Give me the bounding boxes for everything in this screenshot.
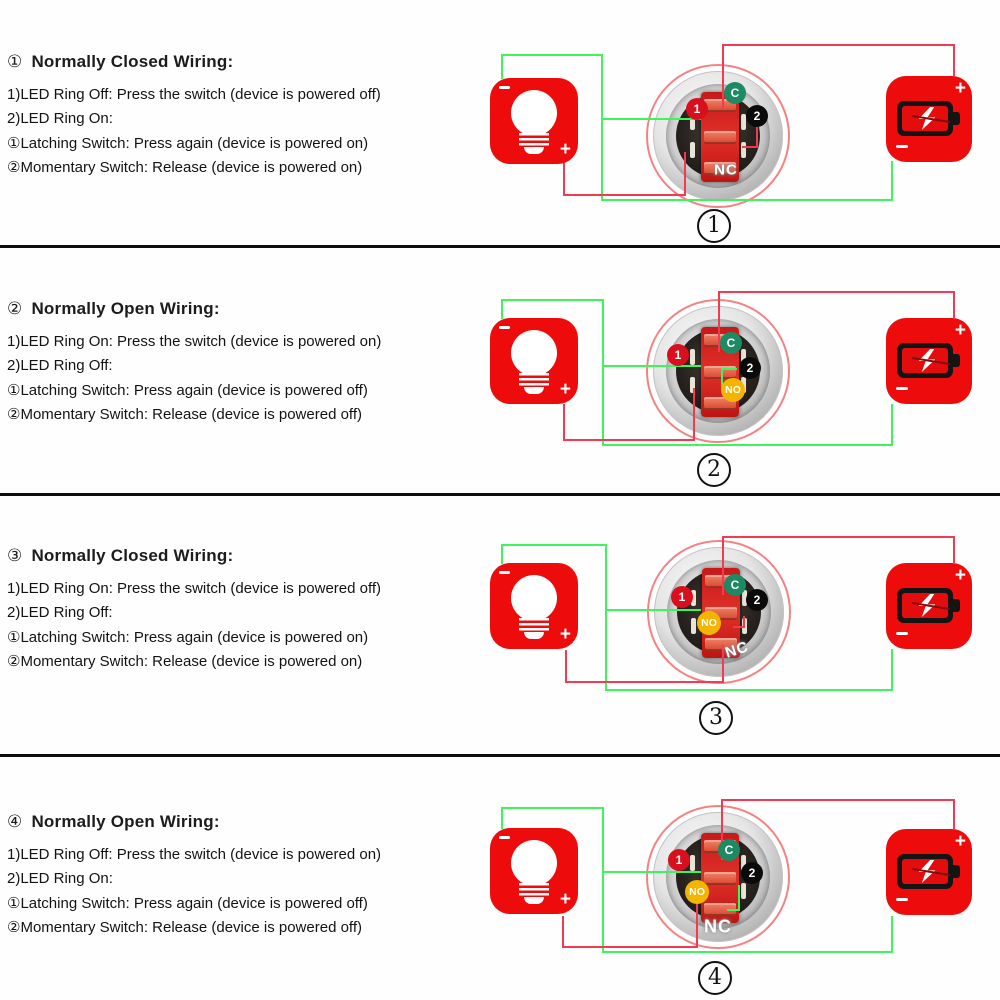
section-title: Normally Open Wiring: bbox=[31, 299, 220, 318]
instruction-line: 2)LED Ring Off: bbox=[7, 357, 113, 375]
terminal-badge-no: NO bbox=[721, 378, 745, 402]
figure-number-3: 3 bbox=[699, 701, 733, 735]
terminal-badge-1: 1 bbox=[686, 98, 708, 120]
section-title: Normally Closed Wiring: bbox=[31, 52, 234, 71]
instruction-line: ①Latching Switch: Press again (device is powered on) bbox=[7, 134, 369, 152]
plus-sign: + bbox=[559, 139, 571, 160]
terminal-slot bbox=[742, 618, 747, 634]
terminal-slot bbox=[690, 377, 695, 393]
instruction-line: ②Momentary Switch: Release (device is powered off) bbox=[7, 919, 362, 937]
screw-terminal bbox=[704, 903, 736, 916]
terminal-slot bbox=[741, 142, 746, 158]
instruction-line: 1)LED Ring On: Press the switch (device is powered on) bbox=[7, 333, 382, 350]
battery-terminal-nub bbox=[953, 112, 960, 125]
terminal-badge-1: 1 bbox=[668, 849, 690, 871]
terminal-badge-no: NO bbox=[685, 880, 709, 904]
plus-sign: + bbox=[559, 889, 571, 910]
section-heading bbox=[7, 546, 477, 567]
battery-terminal-nub bbox=[953, 599, 960, 612]
terminal-badge-2: 2 bbox=[746, 589, 768, 611]
terminal-slot bbox=[690, 142, 695, 158]
plus-sign: + bbox=[954, 320, 966, 341]
instruction-line: 2)LED Ring On: bbox=[7, 110, 113, 128]
bulb-glass bbox=[511, 575, 557, 621]
plus-sign: + bbox=[559, 624, 571, 645]
instruction-line: 1)LED Ring Off: Press the switch (device is powered on) bbox=[7, 846, 382, 863]
battery-terminal-nub bbox=[953, 865, 960, 878]
instruction-line: 1)LED Ring Off: Press the switch (device is powered off) bbox=[7, 86, 381, 103]
bulb-neck bbox=[519, 133, 549, 147]
terminal-slot bbox=[690, 855, 695, 871]
lamp-icon bbox=[490, 828, 578, 914]
plus-sign: + bbox=[954, 565, 966, 586]
bulb-neck bbox=[519, 883, 549, 897]
bulb-glass bbox=[511, 330, 557, 376]
bulb-neck bbox=[519, 373, 549, 387]
section-title: Normally Open Wiring: bbox=[31, 812, 220, 831]
terminal-badge-c: C bbox=[724, 82, 746, 104]
terminal-badge-c: C bbox=[720, 332, 742, 354]
terminal-badge-c: C bbox=[718, 839, 740, 861]
terminal-slot bbox=[741, 883, 746, 899]
instruction-line: ②Momentary Switch: Release (device is powered on) bbox=[7, 653, 363, 671]
figure-number-2: 2 bbox=[697, 453, 731, 487]
minus-sign bbox=[896, 145, 908, 149]
screw-terminal bbox=[704, 872, 736, 885]
bulb-tip bbox=[524, 632, 544, 639]
battery-icon bbox=[886, 563, 972, 649]
instructions-block-4 bbox=[7, 812, 477, 941]
bulb-glass bbox=[511, 90, 557, 136]
screw-terminal bbox=[704, 131, 736, 144]
bulb-glass bbox=[511, 840, 557, 886]
terminal-slot bbox=[690, 349, 695, 365]
instruction-line: ①Latching Switch: Press again (device is powered on) bbox=[7, 628, 369, 646]
lamp-icon bbox=[490, 318, 578, 404]
figure-number-1: 1 bbox=[697, 209, 731, 243]
figure-number-4: 4 bbox=[698, 961, 732, 995]
section-heading bbox=[7, 52, 477, 73]
terminal-badge-2: 2 bbox=[741, 862, 763, 884]
plus-sign: + bbox=[954, 78, 966, 99]
instruction-line: ①Latching Switch: Press again (device is powered off) bbox=[7, 894, 368, 912]
terminal-label-nc: NC bbox=[723, 638, 751, 662]
minus-sign bbox=[499, 86, 510, 89]
minus-sign bbox=[896, 898, 908, 902]
section-divider bbox=[0, 493, 1000, 496]
instructions-block-3 bbox=[7, 546, 477, 675]
section-number: ③ bbox=[7, 546, 23, 565]
terminal-badge-2: 2 bbox=[739, 357, 761, 379]
minus-sign bbox=[896, 632, 908, 636]
section-number: ② bbox=[7, 299, 23, 318]
instruction-line: ①Latching Switch: Press again (device is powered off) bbox=[7, 381, 368, 399]
section-title: Normally Closed Wiring: bbox=[31, 546, 234, 565]
section-number: ④ bbox=[7, 812, 23, 831]
bulb-tip bbox=[524, 387, 544, 394]
instructions-block-2 bbox=[7, 299, 477, 428]
instructions-block-1 bbox=[7, 52, 477, 181]
section-number: ① bbox=[7, 52, 23, 71]
minus-sign bbox=[499, 836, 510, 839]
terminal-slot bbox=[691, 618, 696, 634]
minus-sign bbox=[499, 571, 510, 574]
bulb-tip bbox=[524, 897, 544, 904]
terminal-label-nc: NC bbox=[714, 161, 738, 179]
battery-terminal-nub bbox=[953, 354, 960, 367]
push-button-switch-photo-3 bbox=[647, 540, 791, 684]
section-heading bbox=[7, 299, 477, 320]
lamp-icon bbox=[490, 563, 578, 649]
section-divider bbox=[0, 245, 1000, 248]
terminal-badge-c: C bbox=[724, 574, 746, 596]
instruction-line: 2)LED Ring On: bbox=[7, 870, 113, 888]
bulb-neck bbox=[519, 618, 549, 632]
instruction-line: ②Momentary Switch: Release (device is powered on) bbox=[7, 159, 363, 177]
terminal-badge-2: 2 bbox=[746, 105, 768, 127]
minus-sign bbox=[896, 387, 908, 391]
terminal-badge-1: 1 bbox=[667, 344, 689, 366]
battery-icon bbox=[886, 76, 972, 162]
battery-icon bbox=[886, 829, 972, 915]
push-button-switch-photo-1 bbox=[646, 64, 790, 208]
minus-sign bbox=[499, 326, 510, 329]
plus-sign: + bbox=[954, 831, 966, 852]
instruction-line: 2)LED Ring Off: bbox=[7, 604, 113, 622]
section-divider bbox=[0, 754, 1000, 757]
instruction-line: 1)LED Ring On: Press the switch (device is powered off) bbox=[7, 580, 382, 597]
section-heading bbox=[7, 812, 477, 833]
terminal-badge-1: 1 bbox=[671, 586, 693, 608]
bulb-tip bbox=[524, 147, 544, 154]
instruction-line: ②Momentary Switch: Release (device is powered off) bbox=[7, 406, 362, 424]
battery-icon bbox=[886, 318, 972, 404]
terminal-label-nc: NC bbox=[704, 916, 732, 937]
push-button-switch-photo-2 bbox=[646, 299, 790, 443]
plus-sign: + bbox=[559, 379, 571, 400]
lamp-icon bbox=[490, 78, 578, 164]
terminal-badge-no: NO bbox=[697, 611, 721, 635]
